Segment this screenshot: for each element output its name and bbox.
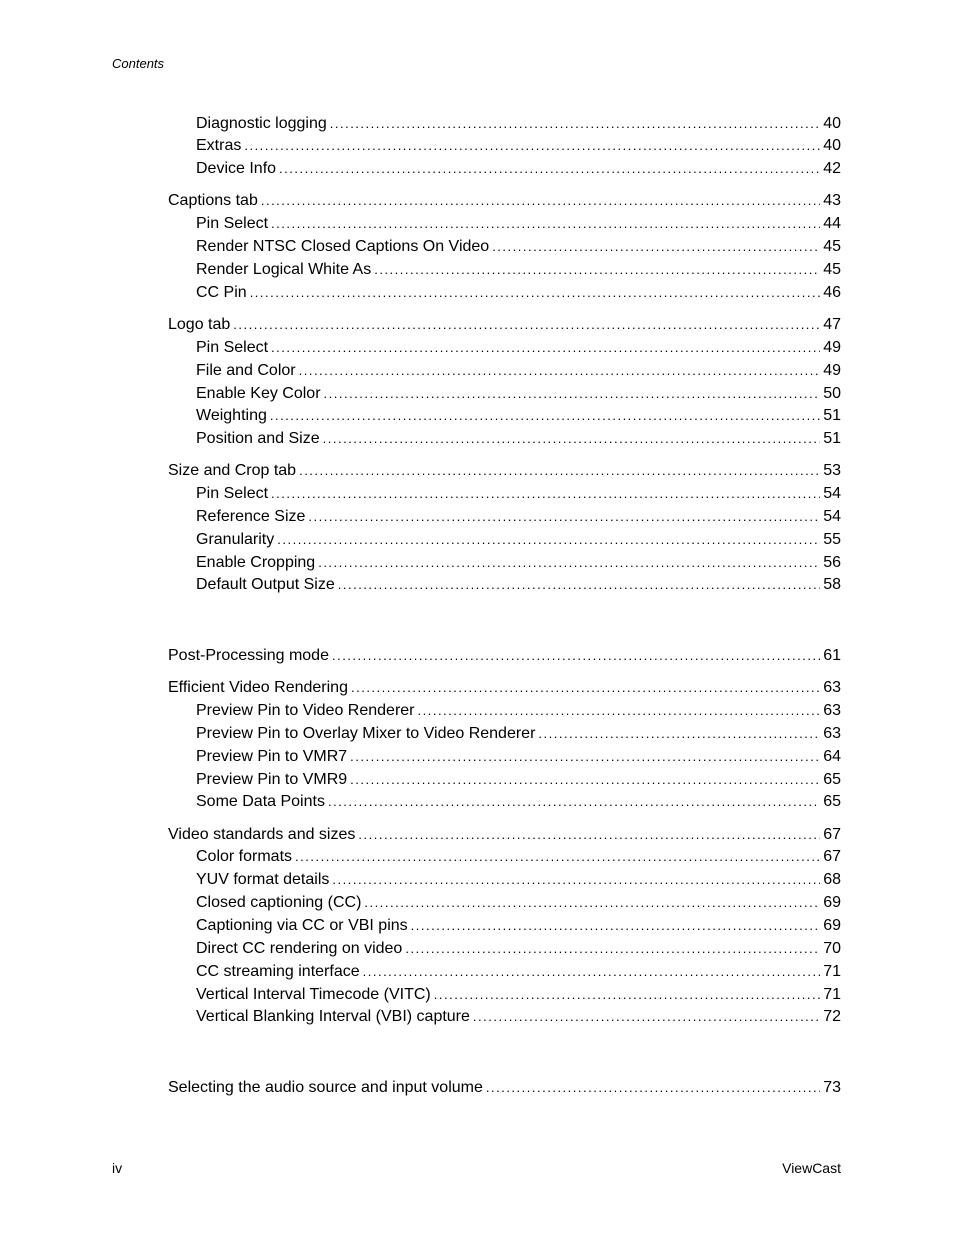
dot-leader <box>299 360 821 382</box>
dot-leader <box>332 869 820 891</box>
toc-entry-label: Default Output Size <box>196 576 335 593</box>
toc-entry-label: Pin Select <box>196 215 269 232</box>
dot-leader <box>270 405 820 427</box>
toc-entry[interactable] <box>196 259 841 281</box>
toc-entry-label: Enable Cropping <box>196 554 316 571</box>
toc-entry[interactable] <box>196 869 841 891</box>
toc-entry-page: 55 <box>823 531 841 548</box>
dot-leader <box>271 213 820 235</box>
page-number: iv <box>112 1160 123 1176</box>
toc-entry-page: 51 <box>823 407 841 424</box>
toc-entry-page: 54 <box>823 485 841 502</box>
toc-entry-label: Weighting <box>196 407 267 424</box>
toc-entry[interactable] <box>196 236 841 258</box>
toc-entry-label: YUV format details <box>196 871 330 888</box>
toc-entry-label: Render Logical White As <box>196 261 372 278</box>
dot-leader <box>358 824 820 846</box>
toc-entry[interactable] <box>168 1077 841 1099</box>
toc-entry[interactable] <box>196 135 841 157</box>
dot-leader <box>233 314 820 336</box>
toc-entry[interactable] <box>196 506 841 528</box>
toc-entry[interactable] <box>196 483 841 505</box>
toc-entry-label: Diagnostic logging <box>196 115 327 132</box>
toc-entry-page: 63 <box>823 702 841 719</box>
toc-entry-page: 70 <box>823 940 841 957</box>
dot-leader <box>492 236 820 258</box>
toc-entry[interactable] <box>168 460 841 482</box>
toc-entry-label: Efficient Video Rendering <box>168 679 348 696</box>
toc-entry-label: Extras <box>196 137 242 154</box>
toc-entry-label: Post-Processing mode <box>168 647 329 664</box>
footer-company: ViewCast <box>782 1160 841 1176</box>
toc-entry-label: Logo tab <box>168 316 231 333</box>
toc-entry[interactable] <box>196 383 841 405</box>
running-header: Contents <box>112 56 165 71</box>
dot-leader <box>374 259 820 281</box>
toc-entry-label: Granularity <box>196 531 275 548</box>
toc-entry-page: 69 <box>823 894 841 911</box>
toc-entry-label: Position and Size <box>196 430 320 447</box>
dot-leader <box>364 892 820 914</box>
toc-entry[interactable] <box>196 791 841 813</box>
toc-entry-label: Preview Pin to VMR7 <box>196 748 348 765</box>
dot-leader <box>411 915 821 937</box>
toc-entry-page: 67 <box>823 848 841 865</box>
toc-entry-label: Captioning via CC or VBI pins <box>196 917 408 934</box>
toc-entry-page: 65 <box>823 771 841 788</box>
toc-entry[interactable] <box>196 723 841 745</box>
toc-entry-page: 44 <box>823 215 841 232</box>
dot-leader <box>261 190 820 212</box>
toc-entry-page: 49 <box>823 339 841 356</box>
dot-leader <box>328 791 820 813</box>
toc-entry[interactable] <box>168 314 841 336</box>
toc-entry[interactable] <box>196 1006 841 1028</box>
dot-leader <box>279 158 820 180</box>
toc-entry-label: Closed captioning (CC) <box>196 894 362 911</box>
dot-leader <box>295 846 820 868</box>
toc-entry-label: Some Data Points <box>196 793 325 810</box>
toc-entry[interactable] <box>196 769 841 791</box>
toc-entry-page: 67 <box>823 826 841 843</box>
toc-entry-page: 45 <box>823 238 841 255</box>
toc-entry-page: 68 <box>823 871 841 888</box>
toc-entry-label: Reference Size <box>196 508 306 525</box>
toc-entry-page: 64 <box>823 748 841 765</box>
toc-entry[interactable] <box>196 360 841 382</box>
dot-leader <box>324 383 821 405</box>
toc-entry-page: 50 <box>823 385 841 402</box>
toc-entry-page: 71 <box>823 963 841 980</box>
toc-entry[interactable] <box>168 190 841 212</box>
toc-entry-label: Size and Crop tab <box>168 462 297 479</box>
toc-entry-label: Direct CC rendering on video <box>196 940 403 957</box>
toc-entry[interactable] <box>168 824 841 846</box>
toc-entry[interactable] <box>168 645 841 667</box>
toc-entry-page: 65 <box>823 793 841 810</box>
dot-leader <box>486 1077 820 1099</box>
toc-entry-label: Vertical Interval Timecode (VITC) <box>196 986 431 1003</box>
toc-entry-label: Preview Pin to Video Renderer <box>196 702 415 719</box>
dot-leader <box>350 769 820 791</box>
dot-leader <box>318 552 820 574</box>
toc-entry-page: 71 <box>823 986 841 1003</box>
toc-entry[interactable] <box>196 337 841 359</box>
dot-leader <box>363 961 821 983</box>
dot-leader <box>299 460 820 482</box>
dot-leader <box>405 938 820 960</box>
toc-entry[interactable] <box>196 961 841 983</box>
toc-entry-page: 61 <box>823 647 841 664</box>
toc-entry[interactable] <box>196 405 841 427</box>
toc-entry[interactable] <box>196 552 841 574</box>
toc-entry-page: 63 <box>823 725 841 742</box>
toc-entry-page: 73 <box>823 1079 841 1096</box>
toc-entry-page: 63 <box>823 679 841 696</box>
toc-entry[interactable] <box>196 158 841 180</box>
toc-entry-label: Render NTSC Closed Captions On Video <box>196 238 490 255</box>
dot-leader <box>330 113 820 135</box>
toc-entry[interactable] <box>196 113 841 135</box>
toc-entry-label: Color formats <box>196 848 293 865</box>
toc-entry-page: 49 <box>823 362 841 379</box>
toc-entry-page: 51 <box>823 430 841 447</box>
toc-entry-page: 40 <box>823 137 841 154</box>
toc-entry-page: 42 <box>823 160 841 177</box>
toc-entry-page: 40 <box>823 115 841 132</box>
toc-entry-label: Video standards and sizes <box>168 826 356 843</box>
toc-entry[interactable] <box>196 892 841 914</box>
toc-entry[interactable] <box>168 677 841 699</box>
toc-entry-page: 58 <box>823 576 841 593</box>
dot-leader <box>308 506 820 528</box>
dot-leader <box>271 483 820 505</box>
toc-entry[interactable] <box>196 213 841 235</box>
dot-leader <box>538 723 820 745</box>
dot-leader <box>277 529 820 551</box>
toc-entry-page: 45 <box>823 261 841 278</box>
toc-entry[interactable] <box>196 938 841 960</box>
dot-leader <box>332 645 820 667</box>
toc-entry-page: 56 <box>823 554 841 571</box>
toc-entry[interactable] <box>196 984 841 1006</box>
toc-entry-label: Pin Select <box>196 485 269 502</box>
toc-entry[interactable] <box>196 428 841 450</box>
toc-entry-page: 69 <box>823 917 841 934</box>
dot-leader <box>351 677 820 699</box>
toc-entry-label: CC Pin <box>196 284 247 301</box>
toc-entry-label: Vertical Blanking Interval (VBI) capture <box>196 1008 470 1025</box>
toc-entry[interactable] <box>196 846 841 868</box>
toc-entry[interactable] <box>196 700 841 722</box>
dot-leader <box>434 984 820 1006</box>
toc-entry-page: 54 <box>823 508 841 525</box>
toc-entry-label: CC streaming interface <box>196 963 360 980</box>
toc-entry[interactable] <box>196 282 841 304</box>
dot-leader <box>250 282 821 304</box>
dot-leader <box>350 746 820 768</box>
toc-entry-label: Device Info <box>196 160 277 177</box>
toc-entry-label: Preview Pin to Overlay Mixer to Video Renderer <box>196 725 536 742</box>
toc-entry-label: Selecting the audio source and input volume <box>168 1079 483 1096</box>
dot-leader <box>271 337 820 359</box>
toc-entry-label: Pin Select <box>196 339 269 356</box>
toc-entry-label: Enable Key Color <box>196 385 321 402</box>
toc-entry-label: Captions tab <box>168 192 258 209</box>
dot-leader <box>338 574 820 596</box>
toc-entry[interactable] <box>196 529 841 551</box>
toc-entry-page: 72 <box>823 1008 841 1025</box>
toc-entry-page: 46 <box>823 284 841 301</box>
toc-entry[interactable] <box>196 915 841 937</box>
toc-entry-page: 47 <box>823 316 841 333</box>
toc-entry-page: 43 <box>823 192 841 209</box>
toc-entry[interactable] <box>196 746 841 768</box>
dot-leader <box>473 1006 820 1028</box>
dot-leader <box>323 428 821 450</box>
toc-entry-label: Preview Pin to VMR9 <box>196 771 348 788</box>
toc-entry[interactable] <box>196 574 841 596</box>
toc-entry-page: 53 <box>823 462 841 479</box>
dot-leader <box>244 135 820 157</box>
toc-entry-label: File and Color <box>196 362 296 379</box>
dot-leader <box>418 700 821 722</box>
